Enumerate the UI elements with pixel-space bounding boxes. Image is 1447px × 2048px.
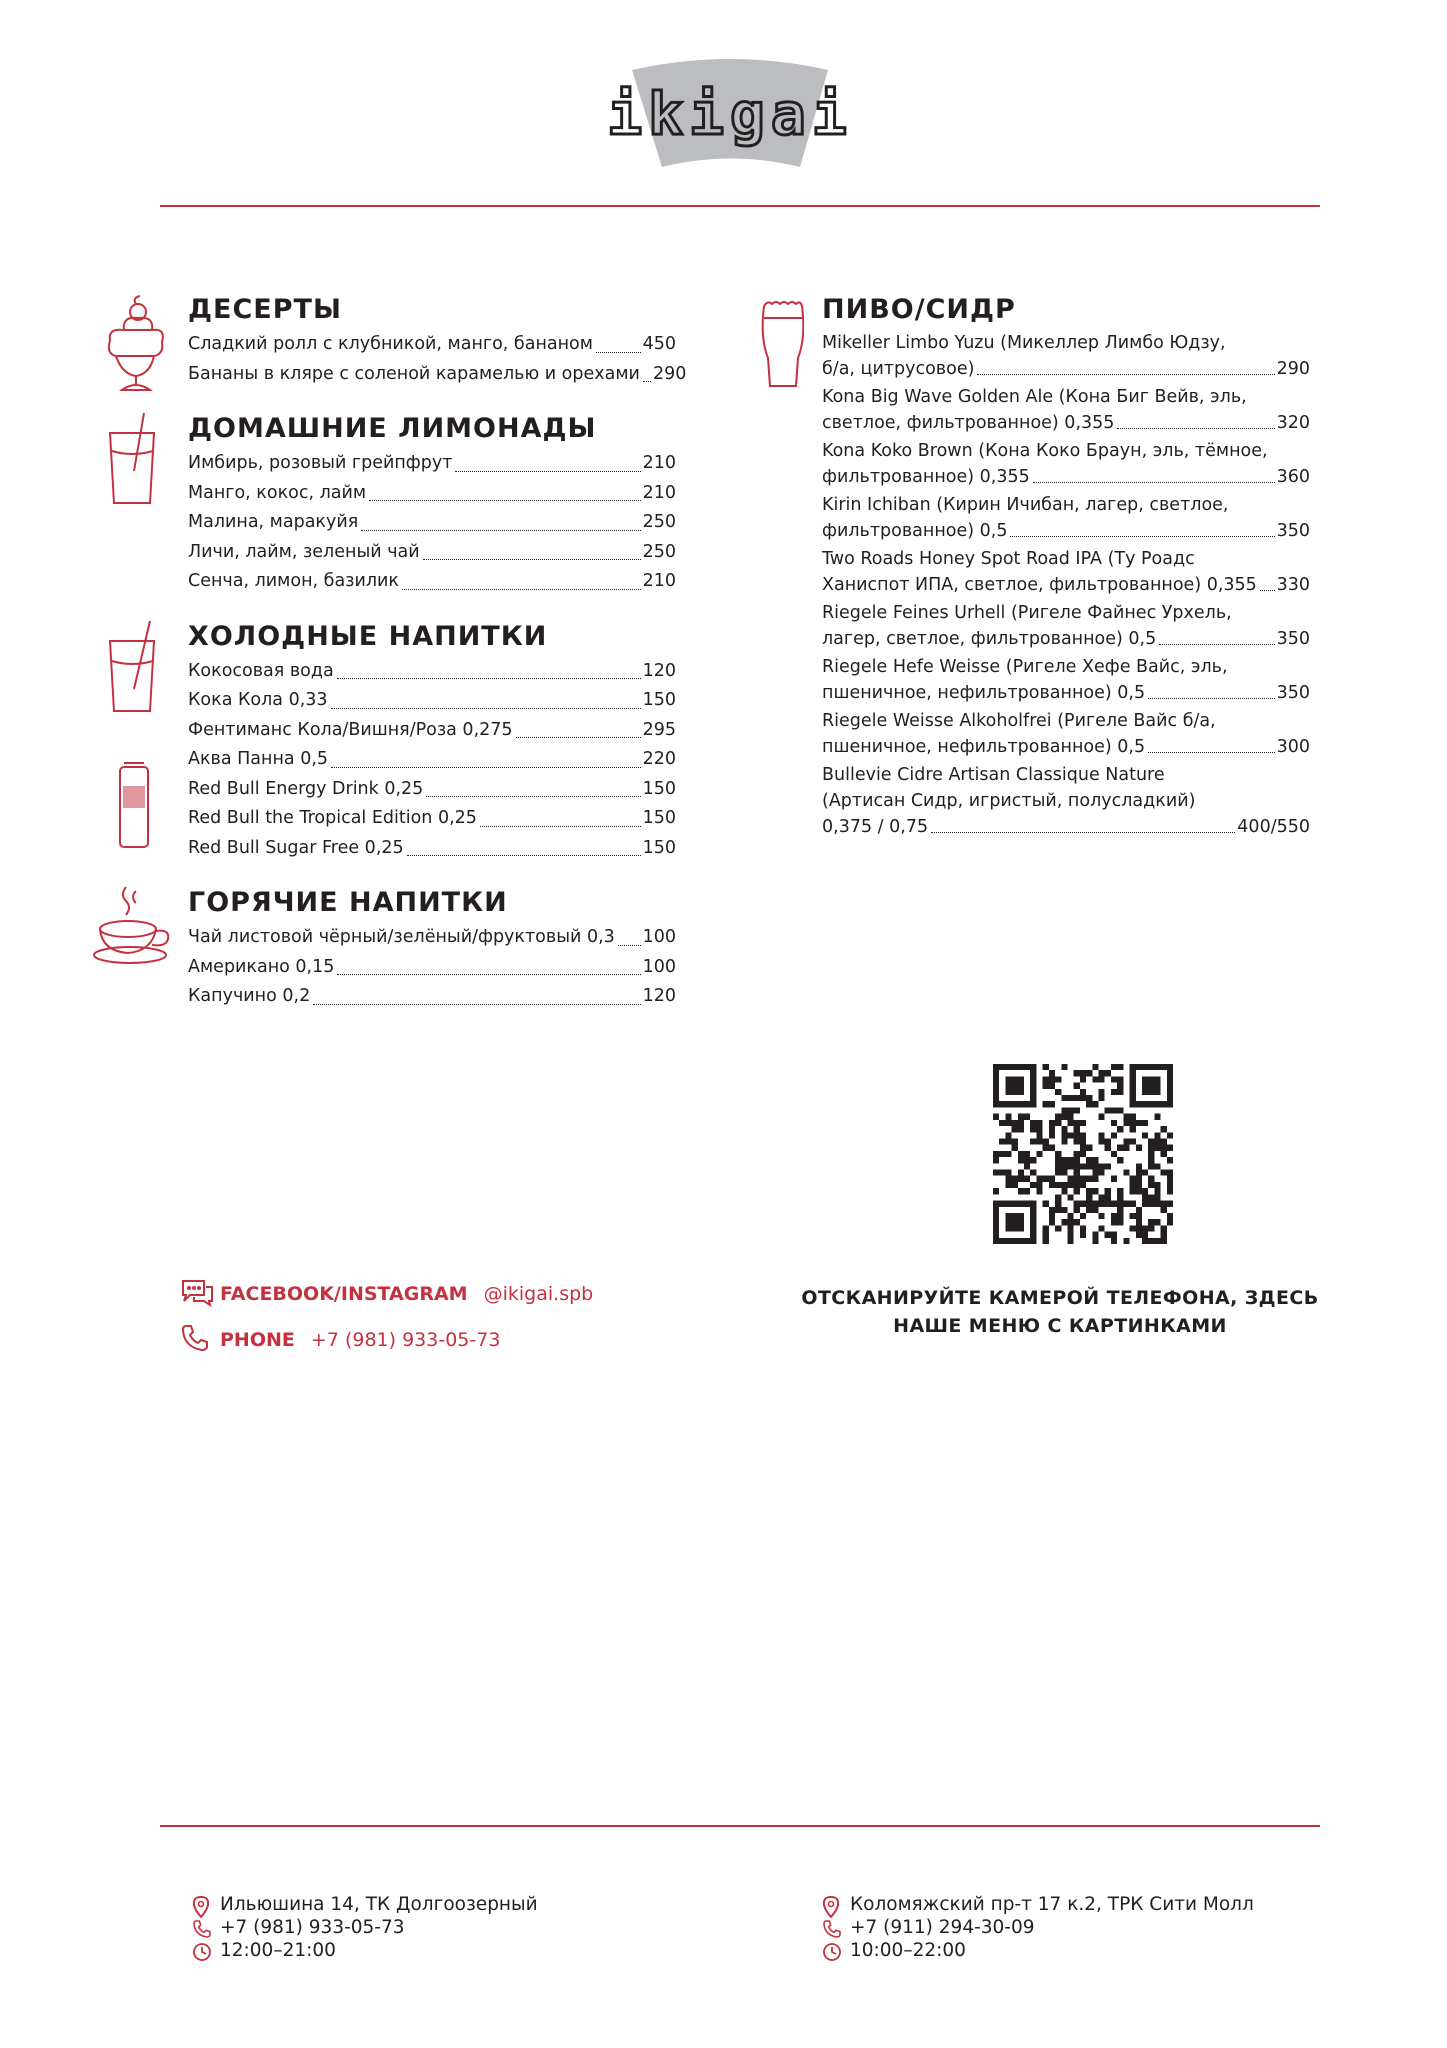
qr-caption-line: НАШЕ МЕНЮ С КАРТИНКАМИ — [893, 1315, 1227, 1337]
section-title: ДОМАШНИЕ ЛИМОНАДЫ — [188, 413, 597, 444]
phone-text[interactable]: +7 (981) 933-05-73 — [220, 1917, 405, 1938]
items — [188, 330, 687, 389]
menu-item — [188, 360, 687, 390]
item-name: Капучино 0,2 — [188, 986, 311, 1006]
phone-text[interactable]: +7 (911) 294-30-09 — [850, 1917, 1035, 1938]
items — [188, 923, 676, 1012]
menu-item — [188, 834, 676, 864]
dot-leader — [407, 855, 641, 856]
menu-item — [822, 438, 1310, 490]
item-price: 295 — [642, 719, 676, 740]
item-name: Кока Кола 0,33 — [188, 690, 328, 710]
phone-row — [188, 1916, 538, 1939]
item-price: 210 — [642, 453, 676, 473]
location-1 — [188, 1893, 538, 1962]
chat-bubbles-icon — [180, 1277, 214, 1307]
item-price-row — [822, 518, 1310, 544]
dot-leader — [455, 471, 640, 472]
map-pin-icon — [192, 1896, 210, 1918]
social-label: FACEBOOK/INSTAGRAM — [220, 1283, 468, 1305]
hours-row — [188, 1939, 538, 1962]
item-name-line: б/а, цитрусовое) — [822, 359, 975, 379]
item-price: 100 — [642, 956, 676, 977]
menu-item — [188, 775, 676, 805]
item-name: Сенча, лимон, базилик — [188, 571, 399, 591]
right-menu-column — [822, 292, 1310, 842]
item-name: Бананы в кляре с соленой карамелью и орехами — [188, 363, 640, 384]
item-price: 350 — [1276, 683, 1310, 703]
dot-leader — [516, 737, 641, 738]
item-price-row — [822, 356, 1310, 382]
beer-glass-icon — [760, 298, 804, 390]
item-price: 120 — [642, 660, 676, 681]
menu-item — [188, 657, 676, 687]
dot-leader — [931, 832, 1235, 833]
dot-leader — [1260, 590, 1275, 591]
item-name-line: Ханиспот ИПА, светлое, фильтрованное) 0,355 — [822, 575, 1257, 595]
menu-item — [822, 654, 1310, 706]
location-2 — [818, 1893, 1254, 1962]
menu-item — [822, 600, 1310, 652]
menu-item — [188, 923, 676, 953]
dot-leader — [618, 945, 641, 946]
item-name: Red Bull Sugar Free 0,25 — [188, 837, 404, 858]
item-price: 290 — [1276, 359, 1310, 379]
section-title: ХОЛОДНЫЕ НАПИТКИ — [188, 620, 548, 652]
menu-item — [822, 708, 1310, 760]
phone-icon — [180, 1323, 210, 1353]
menu-item — [188, 686, 676, 716]
item-name-line: Mikeller Limbo Yuzu (Микеллер Лимбо Юдзу, — [822, 333, 1226, 353]
menu-item — [822, 330, 1310, 382]
social-contact — [180, 1281, 593, 1307]
logo-text: ikigai — [607, 80, 853, 148]
menu-item — [822, 762, 1310, 840]
dot-leader — [337, 678, 641, 679]
item-price: 360 — [1276, 467, 1310, 487]
items — [188, 657, 676, 864]
dot-leader — [331, 708, 641, 709]
item-name-line: Kona Koko Brown (Кона Коко Браун, эль, тёмное, — [822, 441, 1268, 461]
item-price-row — [822, 734, 1310, 760]
item-name-line: Two Roads Honey Spot Road IPA (Ту Роадс — [822, 549, 1195, 569]
item-price-row — [822, 626, 1310, 652]
menu-item — [822, 492, 1310, 544]
dot-leader — [1010, 536, 1274, 537]
dot-leader — [402, 589, 641, 590]
dot-leader — [977, 374, 1274, 375]
dot-leader — [1033, 482, 1275, 483]
item-name: Личи, лайм, зеленый чай — [188, 541, 420, 562]
item-name-line: светлое, фильтрованное) 0,355 — [822, 413, 1115, 433]
menu-item — [188, 538, 676, 568]
item-name: Аква Панна 0,5 — [188, 749, 329, 769]
item-name: Малина, маракуйя — [188, 512, 359, 532]
phone-label: PHONE — [220, 1329, 295, 1351]
item-name-line: пшеничное, нефильтрованное) 0,5 — [822, 737, 1146, 757]
item-name-line: фильтрованное) 0,5 — [822, 521, 1008, 541]
item-price: 150 — [642, 837, 676, 858]
energy-drink-can-icon — [116, 761, 152, 851]
item-price: 250 — [642, 541, 676, 562]
item-name: Сладкий ролл с клубникой, манго, бананом — [188, 334, 593, 354]
dot-leader — [1148, 752, 1275, 753]
dot-leader — [369, 500, 641, 501]
section-hot-drinks — [188, 885, 676, 1012]
item-name-line: Kirin Ichiban (Кирин Ичибан, лагер, светлое, — [822, 495, 1229, 515]
section-title: ПИВО/СИДР — [822, 294, 1016, 325]
menu-item — [188, 745, 676, 775]
dot-leader — [313, 1004, 640, 1005]
item-name-line: Riegele Hefe Weisse (Ригеле Хефе Вайс, эль, — [822, 657, 1228, 677]
section-title: ДЕСЕРТЫ — [188, 294, 342, 325]
menu-item — [188, 508, 676, 538]
menu-item — [188, 982, 676, 1012]
dot-leader — [423, 559, 641, 560]
menu-item — [822, 384, 1310, 436]
menu-item — [188, 567, 676, 597]
item-price-row — [822, 464, 1310, 490]
item-name: Red Bull Energy Drink 0,25 — [188, 778, 424, 799]
item-price: 210 — [642, 571, 676, 591]
qr-caption-line: ОТСКАНИРУЙТЕ КАМЕРОЙ ТЕЛЕФОНА, ЗДЕСЬ — [801, 1287, 1319, 1309]
dot-leader — [337, 974, 640, 975]
item-price: 330 — [1276, 575, 1310, 595]
item-name-line: (Артисан Сидр, игристый, полусладкий) — [822, 791, 1196, 811]
section-lemonades — [188, 411, 676, 597]
dot-leader — [426, 796, 640, 797]
item-price: 250 — [642, 512, 676, 532]
dot-leader — [480, 826, 641, 827]
hours-text: 10:00–22:00 — [850, 1940, 966, 1961]
item-name-line: Bullevie Cidre Artisan Classique Nature — [822, 765, 1165, 785]
header-rule — [160, 205, 1320, 207]
item-price: 150 — [642, 690, 676, 710]
item-price: 450 — [642, 334, 676, 354]
tea-cup-icon — [90, 885, 174, 965]
dot-leader — [331, 767, 641, 768]
menu-item — [188, 330, 676, 360]
dot-leader — [643, 381, 651, 382]
dot-leader — [1159, 644, 1274, 645]
footer-rule — [160, 1825, 1320, 1827]
item-price: 290 — [652, 363, 687, 384]
dot-leader — [1117, 428, 1274, 429]
item-price: 100 — [642, 927, 676, 947]
hours-text: 12:00–21:00 — [220, 1940, 336, 1961]
phone-number-link[interactable]: +7 (981) 933-05-73 — [310, 1329, 501, 1351]
item-name: Имбирь, розовый грейпфрут — [188, 453, 453, 473]
ice-cream-icon — [100, 292, 170, 396]
item-name-line: 0,375 / 0,75 — [822, 817, 929, 837]
item-price: 120 — [642, 986, 676, 1006]
item-price: 210 — [642, 482, 676, 503]
item-name: Манго, кокос, лайм — [188, 482, 367, 503]
item-name: Американо 0,15 — [188, 956, 335, 977]
address-row — [818, 1893, 1254, 1916]
item-name: Red Bull the Tropical Edition 0,25 — [188, 808, 477, 828]
item-price-row — [822, 572, 1310, 598]
section-cold-drinks — [188, 619, 676, 864]
item-name-line: Riegele Feines Urhell (Ригеле Файнес Урхель, — [822, 603, 1232, 623]
menu-item — [188, 479, 676, 509]
left-menu-column — [188, 292, 687, 1012]
item-name-line: фильтрованное) 0,355 — [822, 467, 1030, 487]
item-price-row — [822, 814, 1310, 840]
item-name: Фентиманс Кола/Вишня/Роза 0,275 — [188, 719, 513, 740]
glass-with-straw-icon — [104, 411, 160, 507]
item-name-line: Riegele Weisse Alkoholfrei (Ригеле Вайс б/а, — [822, 711, 1216, 731]
phone-icon — [192, 1919, 212, 1939]
address-text: Коломяжский пр-т 17 к.2, ТРК Сити Молл — [850, 1894, 1254, 1915]
item-price: 350 — [1276, 521, 1310, 541]
item-name-line: пшеничное, нефильтрованное) 0,5 — [822, 683, 1146, 703]
item-name-line: Kona Big Wave Golden Ale (Кона Биг Вейв, эль, — [822, 387, 1247, 407]
dot-leader — [361, 530, 640, 531]
map-pin-icon — [822, 1896, 840, 1918]
hours-row — [818, 1939, 1254, 1962]
item-price: 350 — [1276, 629, 1310, 649]
item-name: Чай листовой чёрный/зелёный/фруктовый 0,3 — [188, 927, 615, 947]
menu-item — [822, 546, 1310, 598]
item-price: 150 — [642, 808, 676, 828]
dot-leader — [596, 352, 641, 353]
address-text: Ильюшина 14, ТК Долгоозерный — [220, 1894, 538, 1915]
menu-item — [188, 716, 676, 746]
menu-item — [188, 449, 676, 479]
section-desserts — [188, 292, 687, 389]
clock-icon — [822, 1942, 842, 1962]
glass-with-straw-icon — [104, 619, 160, 715]
beer-list — [822, 330, 1310, 840]
address-row — [188, 1893, 538, 1916]
item-price-row — [822, 680, 1310, 706]
item-price: 220 — [642, 749, 676, 769]
item-price: 150 — [642, 778, 676, 799]
item-price: 300 — [1276, 737, 1310, 757]
item-name: Кокосовая вода — [188, 660, 334, 681]
dot-leader — [1148, 698, 1275, 699]
clock-icon — [192, 1942, 212, 1962]
menu-item — [188, 804, 676, 834]
item-name-line: лагер, светлое, фильтрованное) 0,5 — [822, 629, 1157, 649]
qr-caption — [790, 1284, 1330, 1340]
ikigai-logo — [600, 52, 860, 182]
phone-row — [818, 1916, 1254, 1939]
social-handle-link[interactable]: @ikigai.spb — [483, 1283, 594, 1305]
item-price: 400/550 — [1237, 817, 1310, 837]
menu-item — [188, 953, 676, 983]
phone-contact — [180, 1327, 500, 1353]
items — [188, 449, 676, 597]
phone-icon — [822, 1919, 842, 1939]
item-price-row — [822, 410, 1310, 436]
menu-qr-code[interactable] — [993, 1064, 1173, 1244]
item-price: 320 — [1276, 413, 1310, 433]
section-title: ГОРЯЧИЕ НАПИТКИ — [188, 887, 508, 918]
